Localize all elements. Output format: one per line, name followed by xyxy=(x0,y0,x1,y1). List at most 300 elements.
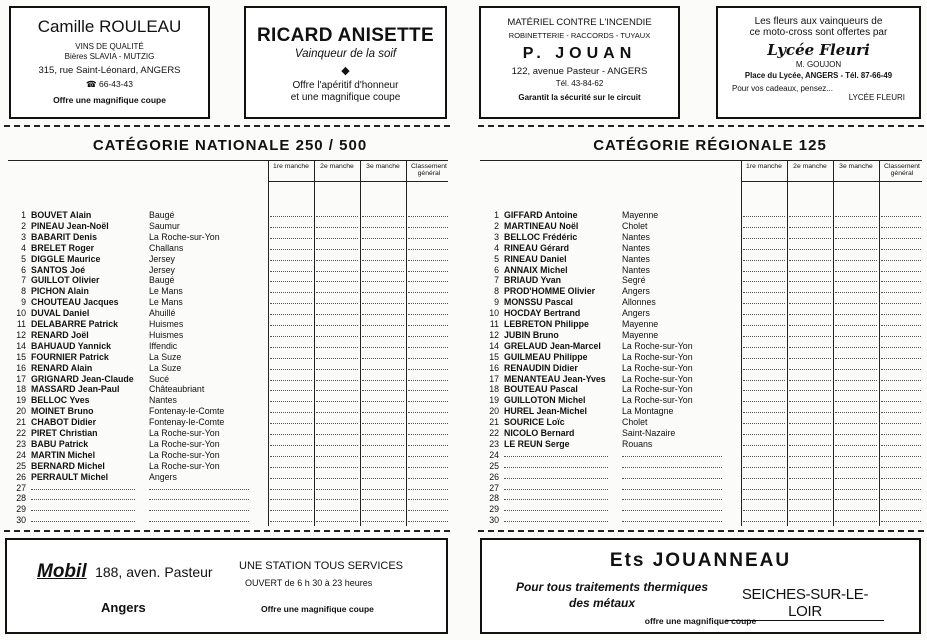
blank-club-line xyxy=(622,489,722,490)
table-row xyxy=(478,319,923,329)
rider-number: 21 xyxy=(489,417,499,427)
result-cell-line xyxy=(835,216,877,217)
rider-number: 4 xyxy=(21,243,26,253)
table-row xyxy=(478,439,923,449)
rider-name: GUILMEAU Philippe xyxy=(504,352,588,362)
result-cell-line xyxy=(743,271,785,272)
blank-club-line xyxy=(622,499,722,500)
rider-club: Châteaubriant xyxy=(149,384,205,394)
rider-name: PROD'HOMME Olivier xyxy=(504,286,596,296)
result-cell-line xyxy=(789,456,831,457)
ad-lycee-line4: LYCÉE FLEURI xyxy=(848,93,905,102)
rider-club: Jersey xyxy=(149,254,175,264)
rider-name: GRIGNARD Jean-Claude xyxy=(31,374,134,384)
rider-name: LEBRETON Philippe xyxy=(504,319,589,329)
rows-regionale xyxy=(478,210,923,526)
table-row xyxy=(478,297,923,307)
result-cell-line xyxy=(743,401,785,402)
ad-jouan-phone: Tél. 43-84-62 xyxy=(555,79,604,88)
rider-club: La Roche-sur-Yon xyxy=(622,363,693,373)
rider-name: FOURNIER Patrick xyxy=(31,352,109,362)
rider-name: PINEAU Jean-Noël xyxy=(31,221,109,231)
rider-number: 10 xyxy=(489,308,499,318)
table-row xyxy=(478,286,923,296)
result-cell-line xyxy=(881,216,921,217)
rider-number: 17 xyxy=(16,374,26,384)
result-cell-line xyxy=(881,423,921,424)
result-cell-line xyxy=(835,260,877,261)
table-row xyxy=(478,515,923,525)
header-classement: Classement général xyxy=(411,163,447,177)
result-cell-line xyxy=(835,347,877,348)
rider-club: La Roche-sur-Yon xyxy=(622,384,693,394)
rider-club: La Roche-sur-Yon xyxy=(622,395,693,405)
result-cell-line xyxy=(743,467,785,468)
rider-club: Baugé xyxy=(149,275,175,285)
table-row xyxy=(478,330,923,340)
result-cell-line xyxy=(789,412,831,413)
rider-number: 22 xyxy=(16,428,26,438)
result-cell-line xyxy=(881,292,921,293)
rider-number: 17 xyxy=(489,374,499,384)
result-cell-line xyxy=(835,369,877,370)
rider-number: 9 xyxy=(21,297,26,307)
result-cell-line xyxy=(789,314,831,315)
rider-club: Segré xyxy=(622,275,646,285)
rider-number: 26 xyxy=(489,472,499,482)
result-cell-line xyxy=(743,499,785,500)
result-cell-line xyxy=(835,292,877,293)
result-cell-line xyxy=(835,390,877,391)
rider-name: JUBIN Bruno xyxy=(504,330,559,340)
rider-club: La Roche-sur-Yon xyxy=(622,341,693,351)
rider-number: 6 xyxy=(494,265,499,275)
blank-club-line xyxy=(622,510,722,511)
rider-name: MARTINEAU Noël xyxy=(504,221,579,231)
rider-number: 3 xyxy=(21,232,26,242)
ad-jouan-address: 122, avenue Pasteur - ANGERS xyxy=(511,66,648,77)
ad-jouan-line1: MATÉRIEL CONTRE L'INCENDIE xyxy=(507,17,652,28)
rider-name: CHABOT Didier xyxy=(31,417,97,427)
rider-name: MONSSU Pascal xyxy=(504,297,573,307)
rider-name: MARTIN Michel xyxy=(31,450,96,460)
result-cell-line xyxy=(789,292,831,293)
rider-name: BELLOC Yves xyxy=(31,395,90,405)
table-row xyxy=(478,493,923,503)
rider-number: 19 xyxy=(16,395,26,405)
result-cell-line xyxy=(743,216,785,217)
result-cell-line xyxy=(835,249,877,250)
result-cell-line xyxy=(743,390,785,391)
result-cell-line xyxy=(881,401,921,402)
rider-number: 11 xyxy=(16,319,26,329)
table-row xyxy=(478,374,923,384)
result-cell-line xyxy=(881,325,921,326)
ad-ricard-name: RICARD ANISETTE xyxy=(257,25,434,46)
result-cell-line xyxy=(789,510,831,511)
result-cell-line xyxy=(835,489,877,490)
result-cell-line xyxy=(881,303,921,304)
header-rule xyxy=(741,181,922,182)
table-row xyxy=(478,254,923,264)
result-cell-line xyxy=(881,478,921,479)
table-row xyxy=(478,395,923,405)
rider-name: DIGGLE Maurice xyxy=(31,254,101,264)
rider-number: 15 xyxy=(489,352,499,362)
result-cell-line xyxy=(881,281,921,282)
title-nationale: CATÉGORIE NATIONALE 250 / 500 xyxy=(92,137,368,154)
result-cell-line xyxy=(789,238,831,239)
result-cell-line xyxy=(789,401,831,402)
rider-club: Le Mans xyxy=(149,286,183,296)
result-cell-line xyxy=(835,456,877,457)
blank-name-line xyxy=(504,510,608,511)
blank-name-line xyxy=(504,489,608,490)
header-manche-2: 2e manche xyxy=(320,163,354,170)
rider-club: La Suze xyxy=(149,363,182,373)
blank-name-line xyxy=(504,521,608,522)
blank-name-line xyxy=(504,456,608,457)
rider-number: 1 xyxy=(494,210,499,220)
rider-number: 1 xyxy=(21,210,26,220)
result-cell-line xyxy=(835,434,877,435)
result-cell-line xyxy=(881,336,921,337)
result-cell-line xyxy=(835,510,877,511)
ad-jouanneau-name: Ets JOUANNEAU xyxy=(609,550,792,571)
rider-club: Mayenne xyxy=(622,330,659,340)
rider-number: 23 xyxy=(489,439,499,449)
rider-number: 20 xyxy=(16,406,26,416)
rider-club: Baugé xyxy=(149,210,175,220)
result-cell-line xyxy=(835,227,877,228)
rider-number: 24 xyxy=(16,450,26,460)
rider-name: MENANTEAU Jean-Yves xyxy=(504,374,606,384)
ad-rouleau-offer: Offre une magnifique coupe xyxy=(53,95,166,105)
rider-number: 6 xyxy=(21,265,26,275)
rider-club: Saumur xyxy=(149,221,180,231)
rider-name: NICOLO Bernard xyxy=(504,428,575,438)
rider-number: 7 xyxy=(21,275,26,285)
ad-lycee-name: Lycée Fleuri xyxy=(767,41,870,59)
ad-jouan-line2: ROBINETTERIE - RACCORDS - TUYAUX xyxy=(508,31,651,40)
result-cell-line xyxy=(789,227,831,228)
rider-name: BELLOC Frédéric xyxy=(504,232,578,242)
table-row xyxy=(478,450,923,460)
title-regionale: CATÉGORIE RÉGIONALE 125 xyxy=(593,137,827,154)
rider-number: 5 xyxy=(21,254,26,264)
rider-club: Nantes xyxy=(622,243,650,253)
rider-club: Iffendic xyxy=(149,341,178,351)
rider-number: 27 xyxy=(16,483,26,493)
rider-club: Angers xyxy=(622,286,650,296)
result-cell-line xyxy=(835,325,877,326)
result-cell-line xyxy=(835,467,877,468)
ad-jouan-name: P. JOUAN xyxy=(522,45,637,62)
rider-club: Sucé xyxy=(149,374,170,384)
rider-club: Rouans xyxy=(622,439,653,449)
rider-number: 16 xyxy=(489,363,499,373)
rider-number: 25 xyxy=(16,461,26,471)
ad-rouleau-line2: Bières SLAVIA - MUTZIG xyxy=(64,52,155,61)
result-cell-line xyxy=(743,456,785,457)
result-cell-line xyxy=(743,281,785,282)
rider-number: 8 xyxy=(494,286,499,296)
rider-name: MOINET Bruno xyxy=(31,406,94,416)
ad-jouanneau xyxy=(480,538,921,634)
table-row xyxy=(478,243,923,253)
blank-name-line xyxy=(504,478,608,479)
rider-name: RENAUDIN Didier xyxy=(504,363,578,373)
result-cell-line xyxy=(743,412,785,413)
rider-club: La Roche-sur-Yon xyxy=(149,428,220,438)
rider-number: 30 xyxy=(16,515,26,525)
rider-club: Allonnes xyxy=(622,297,656,307)
rider-number: 11 xyxy=(489,319,499,329)
result-cell-line xyxy=(789,347,831,348)
rider-name: BERNARD Michel xyxy=(31,461,105,471)
result-cell-line xyxy=(789,445,831,446)
table-row xyxy=(478,417,923,427)
ad-lycee-line2: ce moto-cross sont offertes par xyxy=(749,27,888,38)
result-cell-line xyxy=(835,281,877,282)
result-cell-line xyxy=(789,216,831,217)
header-classement: Classement général xyxy=(884,163,920,177)
rider-name: BOUVET Alain xyxy=(31,210,92,220)
result-cell-line xyxy=(789,281,831,282)
result-cell-line xyxy=(743,445,785,446)
result-cell-line xyxy=(789,423,831,424)
result-cell-line xyxy=(789,336,831,337)
result-cell-line xyxy=(881,314,921,315)
rider-name: ANNAIX Michel xyxy=(504,265,568,275)
blank-club-line xyxy=(622,467,722,468)
rider-number: 23 xyxy=(16,439,26,449)
rider-number: 29 xyxy=(489,504,499,514)
result-cell-line xyxy=(789,489,831,490)
rider-number: 25 xyxy=(489,461,499,471)
rider-name: LE REUN Serge xyxy=(504,439,570,449)
rider-name: BOUTEAU Pascal xyxy=(504,384,578,394)
ad-mobil-line1: UNE STATION TOUS SERVICES xyxy=(239,560,404,572)
result-cell-line xyxy=(789,325,831,326)
rider-number: 15 xyxy=(16,352,26,362)
table-row xyxy=(478,483,923,493)
rider-number: 21 xyxy=(16,417,26,427)
result-cell-line xyxy=(743,434,785,435)
rider-number: 28 xyxy=(489,493,499,503)
result-cell-line xyxy=(881,249,921,250)
ad-mobil-line2: OUVERT de 6 h 30 à 23 heures xyxy=(245,578,373,588)
ad-ricard-tagline: Vainqueur de la soif xyxy=(294,48,397,60)
table-row xyxy=(478,461,923,471)
result-cell-line xyxy=(881,445,921,446)
result-cell-line xyxy=(881,271,921,272)
rider-name: HOCDAY Bertrand xyxy=(504,308,581,318)
rider-number: 7 xyxy=(494,275,499,285)
table-row xyxy=(478,428,923,438)
rider-name: RENARD Alain xyxy=(31,363,93,373)
rider-club: Mayenne xyxy=(622,210,659,220)
rider-name: BAHUAUD Yannick xyxy=(31,341,112,351)
result-cell-line xyxy=(743,347,785,348)
table-row xyxy=(478,210,923,220)
header-manche-2: 2e manche xyxy=(793,163,827,170)
ad-ricard-line2: et une magnifique coupe xyxy=(290,92,401,103)
header-manche-3: 3e manche xyxy=(366,163,400,170)
rider-name: GUILLOTON Michel xyxy=(504,395,586,405)
table-row xyxy=(478,265,923,275)
rider-number: 2 xyxy=(494,221,499,231)
rider-club: Mayenne xyxy=(622,319,659,329)
result-cell-line xyxy=(835,423,877,424)
rider-club: Huismes xyxy=(149,319,184,329)
rider-name: PICHON Alain xyxy=(31,286,89,296)
result-cell-line xyxy=(835,380,877,381)
result-cell-line xyxy=(881,227,921,228)
header-manche-3: 3e manche xyxy=(839,163,873,170)
ad-jouanneau-city: SEICHES-SUR-LE-LOIR xyxy=(726,586,884,621)
rider-club: La Roche-sur-Yon xyxy=(622,374,693,384)
blank-club-line xyxy=(622,456,722,457)
result-cell-line xyxy=(743,238,785,239)
result-cell-line xyxy=(743,292,785,293)
rider-number: 28 xyxy=(16,493,26,503)
result-cell-line xyxy=(789,434,831,435)
ad-rouleau-line1: VINS DE QUALITÉ xyxy=(75,42,144,51)
ad-rouleau-phone: 66-43-43 xyxy=(98,79,133,89)
result-cell-line xyxy=(835,521,877,522)
rider-club: Nantes xyxy=(622,254,650,264)
rider-club: Jersey xyxy=(149,265,175,275)
table-row xyxy=(478,406,923,416)
rider-club: Nantes xyxy=(622,232,650,242)
rider-club: La Montagne xyxy=(622,406,674,416)
ad-ricard-line1: Offre l'apéritif d'honneur xyxy=(292,80,399,91)
result-cell-line xyxy=(881,260,921,261)
rider-name: SOURICE Loïc xyxy=(504,417,565,427)
ad-mobil-address: 188, aven. Pasteur xyxy=(95,564,213,580)
result-cell-line xyxy=(743,510,785,511)
rider-name: GIFFARD Antoine xyxy=(504,210,578,220)
result-cell-line xyxy=(743,380,785,381)
ad-lycee-owner: M. GOUJON xyxy=(795,60,842,69)
result-cell-line xyxy=(789,369,831,370)
result-cell-line xyxy=(743,260,785,261)
rider-name: BRIAUD Yvan xyxy=(504,275,562,285)
rider-number: 29 xyxy=(16,504,26,514)
rider-name: PIRET Christian xyxy=(31,428,98,438)
result-cell-line xyxy=(789,358,831,359)
blank-club-line xyxy=(622,521,722,522)
rider-number: 27 xyxy=(489,483,499,493)
table-row xyxy=(478,472,923,482)
phone-icon: ☎ xyxy=(86,79,97,89)
rider-number: 9 xyxy=(494,297,499,307)
rider-number: 20 xyxy=(489,406,499,416)
result-cell-line xyxy=(835,358,877,359)
result-cell-line xyxy=(881,412,921,413)
result-cell-line xyxy=(881,489,921,490)
result-cell-line xyxy=(789,467,831,468)
table-row xyxy=(478,363,923,373)
ad-jouanneau-line1: Pour tous traitements thermiques xyxy=(515,580,709,594)
rider-club: Cholet xyxy=(622,417,648,427)
ad-rouleau-address: 315, rue Saint-Léonard, ANGERS xyxy=(38,65,181,76)
result-cell-line xyxy=(743,336,785,337)
rider-number: 3 xyxy=(494,232,499,242)
rider-club: Saint-Nazaire xyxy=(622,428,676,438)
rider-number: 22 xyxy=(489,428,499,438)
rider-club: Angers xyxy=(149,472,177,482)
result-cell-line xyxy=(881,456,921,457)
rider-club: La Roche-sur-Yon xyxy=(149,450,220,460)
rider-number: 14 xyxy=(489,341,499,351)
result-cell-line xyxy=(789,249,831,250)
rider-name: RINEAU Gérard xyxy=(504,243,570,253)
result-cell-line xyxy=(743,249,785,250)
result-cell-line xyxy=(881,467,921,468)
rider-name: CHOUTEAU Jacques xyxy=(31,297,119,307)
ad-lycee-line1: Les fleurs aux vainqueurs de xyxy=(754,16,883,27)
result-cell-line xyxy=(789,271,831,272)
table-row xyxy=(478,221,923,231)
result-cell-line xyxy=(835,499,877,500)
rider-club: Angers xyxy=(622,308,650,318)
rider-number: 16 xyxy=(16,363,26,373)
rider-number: 2 xyxy=(21,221,26,231)
rider-number: 10 xyxy=(16,308,26,318)
rider-number: 18 xyxy=(16,384,26,394)
header-manche-1: 1re manche xyxy=(746,163,782,170)
rider-club: Challans xyxy=(149,243,184,253)
rider-club: Fontenay-le-Comte xyxy=(149,417,225,427)
rider-number: 18 xyxy=(489,384,499,394)
rider-name: PERRAULT Michel xyxy=(31,472,109,482)
table-row xyxy=(478,232,923,242)
rider-club: Nantes xyxy=(622,265,650,275)
result-cell-line xyxy=(835,303,877,304)
result-cell-line xyxy=(743,369,785,370)
result-cell-line xyxy=(881,347,921,348)
ad-jouanneau-offer: offre une magnifique coupe xyxy=(644,616,757,626)
result-cell-line xyxy=(881,380,921,381)
table-row xyxy=(478,308,923,318)
rider-name: MASSARD Jean-Paul xyxy=(31,384,120,394)
result-cell-line xyxy=(743,303,785,304)
result-cell-line xyxy=(835,336,877,337)
result-cell-line xyxy=(881,369,921,370)
ad-rouleau-name: Camille ROULEAU xyxy=(37,17,182,36)
rider-number: 4 xyxy=(494,243,499,253)
ad-mobil-city: Angers xyxy=(101,600,146,615)
result-cell-line xyxy=(743,423,785,424)
rider-name: DUVAL Daniel xyxy=(31,308,90,318)
result-cell-line xyxy=(881,238,921,239)
rider-club: Fontenay-le-Comte xyxy=(149,406,225,416)
blank-name-line xyxy=(504,467,608,468)
rider-club: La Roche-sur-Yon xyxy=(622,352,693,362)
result-cell-line xyxy=(881,499,921,500)
result-cell-line xyxy=(881,358,921,359)
table-top-rule xyxy=(480,160,922,161)
ad-mobil xyxy=(5,538,448,634)
ad-jouan-guarantee: Garantit la sécurité sur le circuit xyxy=(518,93,641,102)
rider-number: 8 xyxy=(21,286,26,296)
result-cell-line xyxy=(743,521,785,522)
result-cell-line xyxy=(881,510,921,511)
result-cell-line xyxy=(789,380,831,381)
rider-club: Huismes xyxy=(149,330,184,340)
